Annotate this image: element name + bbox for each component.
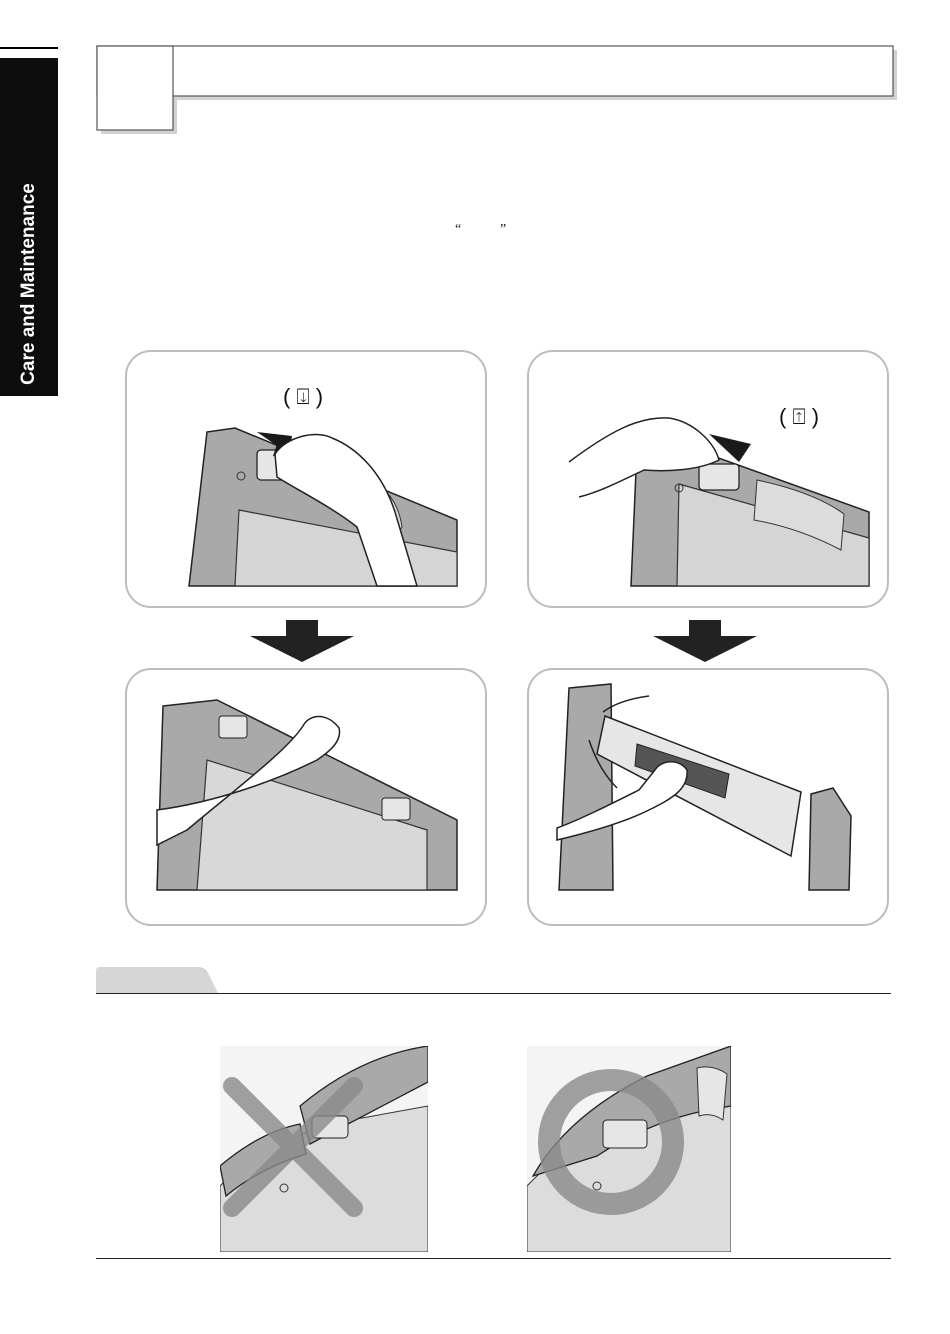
step-3-panel: [125, 668, 487, 926]
bottom-rule: [96, 1258, 891, 1259]
lock-open-icon: ( ⍐ ): [779, 404, 820, 429]
down-arrow-icon: [653, 620, 757, 662]
lock-closed-icon: ( ⍗ ): [283, 384, 324, 409]
quote-close: ”: [500, 222, 507, 237]
unlock-slide-illustration: [529, 352, 887, 606]
wrong-example-illustration: [220, 1046, 428, 1252]
open-cover-illustration: [529, 670, 887, 924]
unlock-both-illustration: [127, 670, 485, 924]
correct-example-illustration: [527, 1046, 731, 1252]
step-2-unlock-panel: [527, 350, 889, 608]
title-frame: [0, 0, 950, 140]
quote-open: “: [455, 222, 462, 237]
section-side-tab-label: Care and Maintenance: [18, 183, 39, 385]
step-4-panel: [527, 668, 889, 926]
note-tab: [96, 967, 896, 995]
step-1-lock-panel: [125, 350, 487, 608]
down-arrow-icon: [250, 620, 354, 662]
